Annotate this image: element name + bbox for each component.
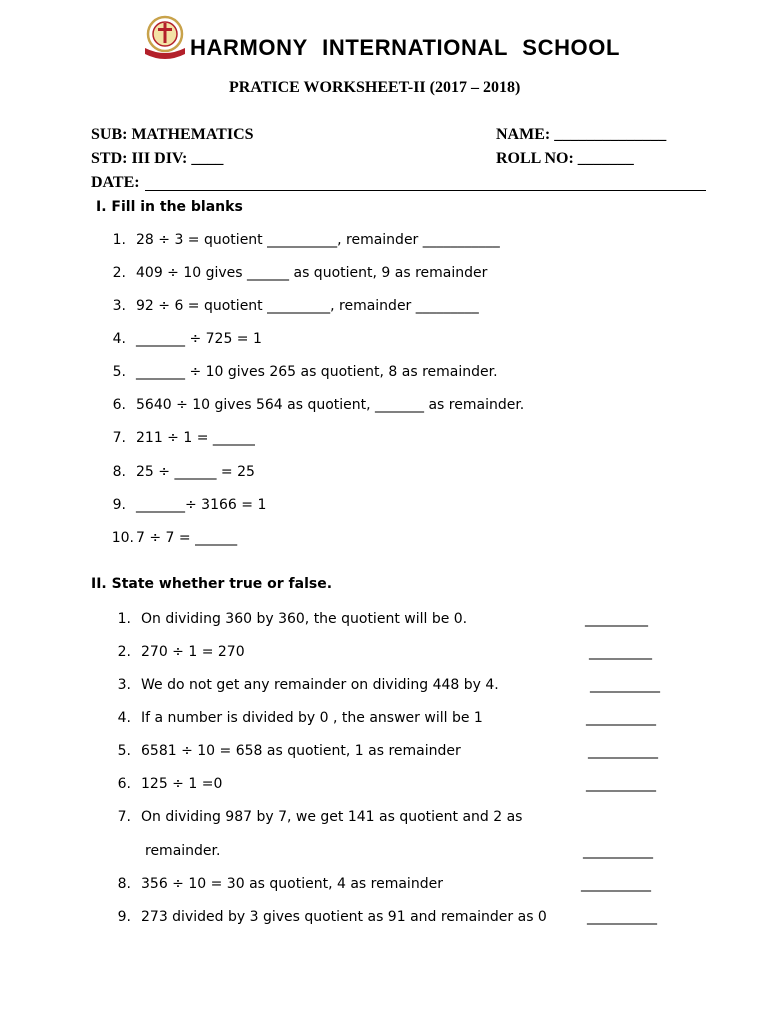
school-crest-icon xyxy=(141,14,189,60)
question-number: 3. xyxy=(112,298,126,314)
question-text: 409 ÷ 10 gives ______ as quotient, 9 as remainder xyxy=(136,265,488,281)
blank-question xyxy=(112,265,488,281)
question-number: 6. xyxy=(112,397,126,413)
question-text: 356 ÷ 10 = 30 as quotient, 4 as remainder xyxy=(141,876,443,892)
subject-label: SUB: MATHEMATICS xyxy=(91,126,254,143)
question-number: 1. xyxy=(112,232,126,248)
blank-question xyxy=(112,232,500,248)
true-false-question xyxy=(117,876,443,892)
answer-blank: _________ xyxy=(585,611,648,627)
blank-question xyxy=(112,430,255,446)
question-text: 273 divided by 3 gives quotient as 91 and remainder as 0 xyxy=(141,909,547,925)
true-false-question xyxy=(117,644,245,660)
section-2-heading: II. State whether true or false. xyxy=(91,576,333,592)
question-text: On dividing 360 by 360, the quotient will be 0. xyxy=(141,611,468,627)
std-div-label: STD: III DIV: ____ xyxy=(91,150,224,167)
school-name: HARMONY INTERNATIONAL SCHOOL xyxy=(190,35,621,60)
question-text: 125 ÷ 1 =0 xyxy=(141,776,223,792)
question-number: 4. xyxy=(112,331,126,347)
question-number: 5. xyxy=(117,743,131,759)
question-text: 270 ÷ 1 = 270 xyxy=(141,644,245,660)
true-false-question xyxy=(117,776,223,792)
question-text: 92 ÷ 6 = quotient _________, remainder _________ xyxy=(136,298,479,314)
question-number: 7. xyxy=(117,809,131,825)
question-continuation: remainder. xyxy=(145,843,221,859)
question-text: 6581 ÷ 10 = 658 as quotient, 1 as remainder xyxy=(141,743,461,759)
question-number: 1. xyxy=(117,611,131,627)
question-text: _______ ÷ 725 = 1 xyxy=(136,331,262,347)
question-number: 2. xyxy=(117,644,131,660)
answer-blank: __________ xyxy=(586,710,656,726)
date-label: DATE: xyxy=(91,174,140,191)
section-1-heading: I. Fill in the blanks xyxy=(96,199,243,215)
answer-blank: __________ xyxy=(588,743,658,759)
true-false-question xyxy=(117,677,499,693)
blank-question xyxy=(112,364,498,380)
true-false-question xyxy=(117,909,547,925)
blank-question xyxy=(112,298,479,314)
question-text: We do not get any remainder on dividing 448 by 4. xyxy=(141,677,499,693)
question-text: 211 ÷ 1 = ______ xyxy=(136,430,255,446)
answer-blank: __________ xyxy=(583,843,653,859)
blank-question xyxy=(112,397,525,413)
question-text: 7 ÷ 7 = ______ xyxy=(136,530,238,546)
blank-question xyxy=(112,497,267,513)
question-number: 7. xyxy=(112,430,126,446)
name-label: NAME: ______________ xyxy=(496,126,667,143)
question-number: 9. xyxy=(112,497,126,513)
question-text: 5640 ÷ 10 gives 564 as quotient, _______ as remainder. xyxy=(136,397,525,413)
answer-blank: __________ xyxy=(586,776,656,792)
question-number: 3. xyxy=(117,677,131,693)
question-text: 25 ÷ ______ = 25 xyxy=(136,464,255,480)
true-false-question xyxy=(117,809,523,825)
question-number: 8. xyxy=(112,464,126,480)
true-false-question xyxy=(117,743,461,759)
worksheet-title: PRATICE WORKSHEET-II (2017 – 2018) xyxy=(229,79,521,96)
blank-question xyxy=(112,464,255,480)
answer-blank: _________ xyxy=(589,644,652,660)
question-number: 6. xyxy=(117,776,131,792)
blank-question xyxy=(112,331,262,347)
date-underline xyxy=(145,190,706,191)
answer-blank: __________ xyxy=(581,876,651,892)
roll-no-label: ROLL NO: _______ xyxy=(496,150,634,167)
answer-blank: __________ xyxy=(587,909,657,925)
question-number: 4. xyxy=(117,710,131,726)
question-number: 8. xyxy=(117,876,131,892)
question-text: 28 ÷ 3 = quotient __________, remainder ___________ xyxy=(136,232,500,248)
blank-question xyxy=(111,530,238,546)
question-text: _______ ÷ 10 gives 265 as quotient, 8 as remainder. xyxy=(136,364,498,380)
question-number: 5. xyxy=(112,364,126,380)
question-text: If a number is divided by 0 , the answer will be 1 xyxy=(141,710,483,726)
true-false-question xyxy=(117,611,468,627)
question-number: 2. xyxy=(112,265,126,281)
question-number: 10. xyxy=(111,530,134,546)
question-text: On dividing 987 by 7, we get 141 as quotient and 2 as xyxy=(141,809,523,825)
question-number: 9. xyxy=(117,909,131,925)
question-text: _______÷ 3166 = 1 xyxy=(136,497,267,513)
true-false-question xyxy=(117,710,483,726)
answer-blank: __________ xyxy=(590,677,660,693)
